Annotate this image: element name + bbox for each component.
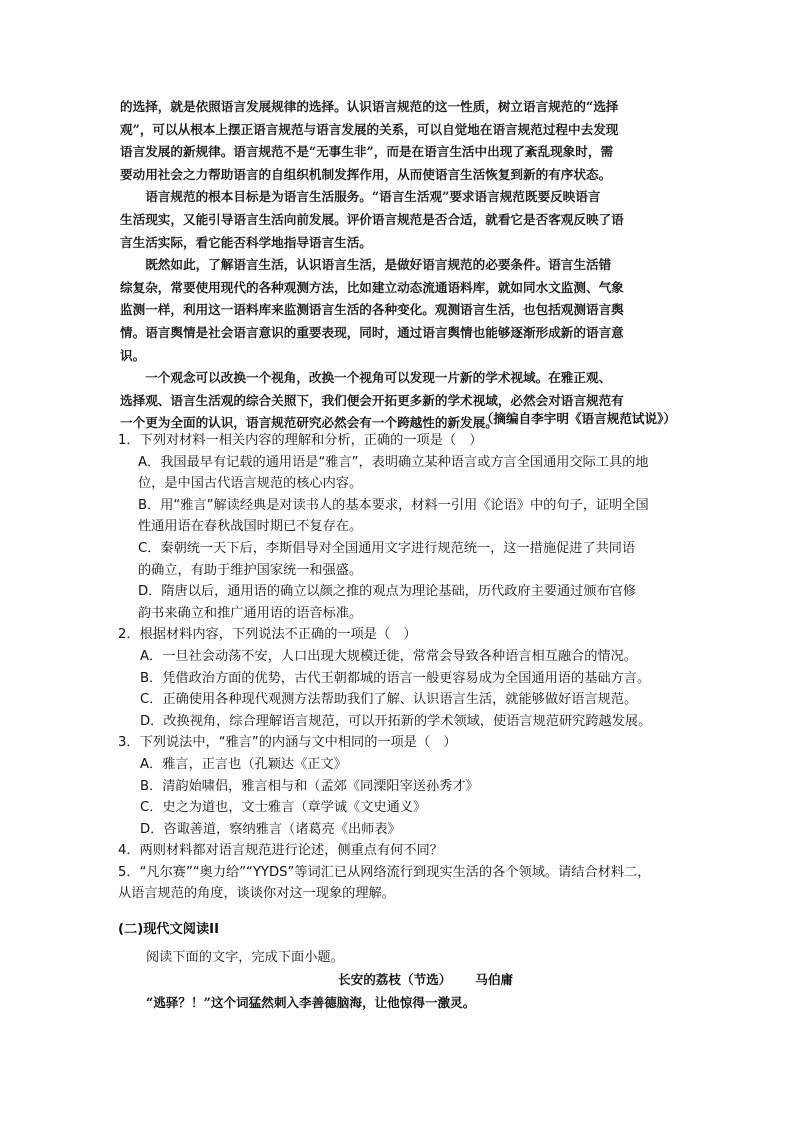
passage-text [120, 96, 676, 435]
question-1-option: B．用“雅言”解读经典是对读书人的基本要求，材料一引用《论语》中的句子，证明全国 [138, 497, 649, 513]
question-5-continued: 从语言规范的角度，谈谈你对这一现象的理解。 [118, 886, 395, 902]
passage-line: 语言发展的新规律。语言规范不是“无事生非”，而是在语言生活中出现了紊乱现象时，需 [120, 144, 614, 160]
passage-attribution: （摘编自李宇明《语言规范试说》） [480, 411, 676, 426]
story-author: 马伯庸 [475, 972, 514, 987]
question-3-option: C．史之为道也，文士雅言（章学诚《文史通义》 [140, 800, 427, 816]
passage-line: 语言规范的根本目标是为语言生活服务。“语言生活观”要求语言规范既要反映语言 [120, 189, 601, 205]
question-1-option: 的确立，有助于维护国家统一和强盛。 [138, 562, 363, 578]
passage-line: 观”，可以从根本上摆正语言规范与语言发展的关系，可以自觉地在语言规范过程中去发现 [120, 121, 619, 137]
question-2-stem: 2．根据材料内容，下列说法不正确的一项是（ ） [118, 627, 417, 643]
question-2-option: A．一旦社会动荡不安，人口出现大规模迁徙，常常会导致各种语言相互融合的情况。 [140, 648, 637, 664]
question-5: 5．“凡尔赛”“奥力给”“YYDS”等词汇已从网络流行到现实生活的各个领域。请结合材料二， [118, 864, 651, 880]
passage-line: 既然如此，了解语言生活，认识语言生活，是做好语言规范的必要条件。语言生活错 [120, 257, 612, 273]
question-1-stem: 1．下列对材料一相关内容的理解和分析，正确的一项是（ ） [118, 433, 483, 448]
passage-line: 选择观、语言生活观的综合关照下，我们便会开拓更多新的学术视域，必然会对语言规范有 [120, 392, 624, 408]
question-1-option: A．我国最早有记载的通用语是“雅言”，表明确立某种语言或方言全国通用交际工具的地 [138, 454, 649, 470]
story-first-line: “逃驿？！”这个词猛然刺入李善德脑海，让他惊得一激灵。 [146, 995, 476, 1010]
question-3-option: D．咨诹善道，察纳雅言（诸葛亮《出师表》 [140, 821, 401, 837]
passage-line: 情。语言舆情是社会语言意识的重要表现，同时，通过语言舆情也能够逐渐形成新的语言意 [120, 324, 624, 340]
passage-line: 要动用社会之力帮助语言的自组织机制发挥作用，从而使语言生活恢复到新的有序状态。 [120, 166, 612, 182]
passage-line: 的选择，就是依照语言发展规律的选择。认识语言规范的这一性质，树立语言规范的“选择 [120, 99, 619, 114]
question-list [118, 430, 698, 905]
question-1-option: C．秦朝统一天下后，李斯倡导对全国通用文字进行规范统一，这一措施促进了共同语 [138, 540, 636, 556]
question-3-option: A．雅言，正言也（孔颖达《正文》 [140, 756, 347, 772]
story-heading [338, 969, 537, 988]
section-instruction: 阅读下面的文字，完成下面小题。 [146, 950, 344, 965]
question-3-option: B．清韵始啸侣，雅言相与和（孟郊《同溧阳宰送孙秀才》 [140, 778, 479, 794]
passage-line: 一个更为全面的认识，语言规范研究必然会有一个跨越性的新发展。 [120, 415, 498, 431]
passage-line: 生活现实，又能引导语言生活向前发展。评价语言规范是否合适，就看它是否客观反映了语 [120, 211, 624, 227]
section-heading: (二)现代文阅读II [118, 922, 219, 937]
passage-line: 识。 [120, 347, 146, 363]
question-2-option: C．正确使用各种现代观测方法帮助我们了解、认识语言生活，就能够做好语言规范。 [140, 692, 638, 708]
passage-line: 综复杂，常要使用现代的各种观测方法，比如建立动态流通语料库，就如同水文监测、气象 [120, 279, 624, 295]
passage-line: 监测一样，利用这一语料库来监测语言生活的各种变化。观测语言生活，也包括观测语言舆 [120, 302, 624, 318]
story-title: 长安的荔枝（节选） [338, 972, 452, 987]
passage-line: 一个观念可以改换一个视角，改换一个视角可以发现一片新的学术视域。在雅正观、 [120, 370, 612, 386]
question-2-option: B．凭借政治方面的优势，古代王朝都城的语言一般更容易成为全国通用语的基础方言。 [140, 670, 651, 686]
question-1-option: 韵书来确立和推广通用语的语音标准。 [138, 605, 363, 621]
question-1-option: D．隋唐以后，通用语的确立以颜之推的观点为理论基础，历代政府主要通过颁布官修 [138, 584, 637, 600]
question-3-stem: 3．下列说法中，“雅言”的内涵与文中相同的一项是（ ） [118, 735, 457, 751]
question-1-option: 位，是中国古代语言规范的核心内容。 [138, 476, 363, 492]
passage-line: 言生活实际，看它能否科学地指导语言生活。 [120, 234, 372, 250]
question-4: 4．两则材料都对语言规范进行论述，侧重点有何不同？ [118, 843, 443, 859]
question-2-option: D．改换视角，综合理解语言规范，可以开拓新的学术领域，使语言规范研究跨越发展。 [140, 713, 652, 729]
question-1-option: 性通用语在春秋战国时期已不复存在。 [138, 519, 363, 535]
